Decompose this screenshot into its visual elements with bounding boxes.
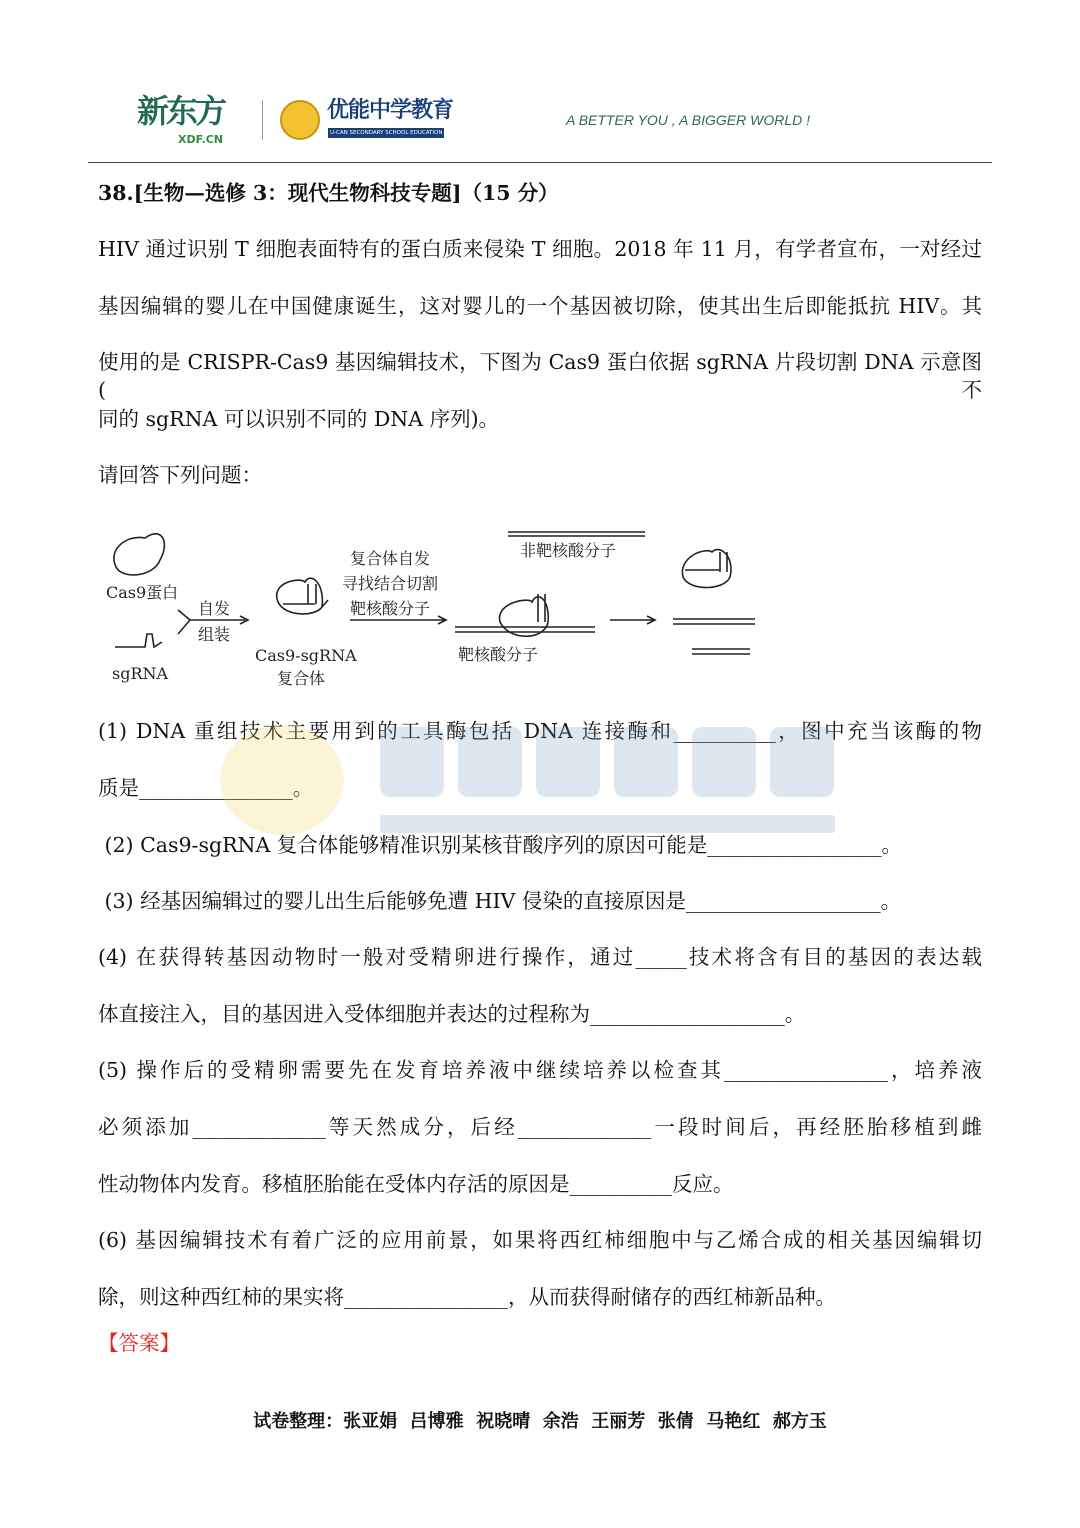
cas9-protein-shape: [114, 534, 165, 575]
complex-label-1: Cas9-sgRNA: [255, 646, 357, 665]
assemble-label-1: 自发: [198, 599, 231, 618]
prompt-line: 请回答下列问题：: [98, 463, 262, 487]
xdf-logo: 新东方: [137, 92, 225, 130]
result-arrow: [610, 616, 655, 624]
intro-line: 基因编辑的婴儿在中国健康诞生，这对婴儿的一个基因被切除，使其出生后即能抵抗 HIV。其: [98, 294, 982, 318]
question-1: (1) DNA 重组技术主要用到的工具酶包括 DNA 连接酶和__________，图中充当该酶的物: [98, 719, 982, 743]
step-label-1: 复合体自发: [350, 549, 431, 568]
complex-shape: [277, 578, 328, 614]
bound-complex-shape: [500, 594, 549, 636]
question-6: 除，则这种西红柿的果实将________________，从而获得耐储存的西红柿新品种。: [98, 1285, 836, 1309]
question-6: (6) 基因编辑技术有着广泛的应用前景，如果将西红柿细胞中与乙烯合成的相关基因编辑切: [98, 1228, 982, 1252]
non-target-label: 非靶核酸分子: [520, 541, 617, 560]
header-divider: [88, 162, 992, 163]
complex-label-2: 复合体: [277, 669, 326, 688]
intro-line: 使用的是 CRISPR-Cas9 基因编辑技术，下图为 Cas9 蛋白依据 sgRNA 片段切割 DNA 示意图(不: [98, 350, 982, 402]
ucan-logo: 优能中学教育: [327, 98, 454, 123]
xdf-logo-sub: XDF.CN: [178, 133, 223, 146]
question-4: (4) 在获得转基因动物时一般对受精卵进行操作，通过_____技术将含有目的基因的表达载: [98, 945, 982, 969]
logo-divider: [262, 100, 263, 140]
target-label: 靶核酸分子: [458, 645, 539, 664]
question-1: 质是_______________。: [98, 776, 314, 800]
question-5: (5) 操作后的受精卵需要先在发育培养液中继续培养以检查其________________，培养液: [98, 1058, 982, 1082]
ucan-logo-sub: U-CAN SECONDARY SCHOOL EDUCATION: [330, 130, 443, 136]
question-title: 38.[生物—选修 3：现代生物科技专题]（15 分）: [98, 181, 559, 205]
compilers-line: 试卷整理：张亚娟 吕博雅 祝晓晴 余浩 王丽芳 张倩 马艳红 郝方玉: [253, 1411, 827, 1432]
slogan: A BETTER YOU , A BIGGER WORLD !: [566, 112, 811, 128]
sgrna-label: sgRNA: [112, 664, 169, 683]
step-label-3: 靶核酸分子: [350, 599, 431, 618]
assemble-label-2: 组装: [198, 625, 231, 644]
released-complex-shape: [682, 550, 731, 588]
target-dna: [455, 627, 595, 632]
step-label-2: 寻找结合切割: [342, 574, 439, 593]
cas9-label: Cas9蛋白: [106, 583, 179, 602]
sgrna-shape: [115, 634, 162, 647]
question-4: 体直接注入，目的基因进入受体细胞并表达的过程称为___________________。: [98, 1002, 806, 1026]
question-5: 必须添加_____________等天然成分，后经_____________一段时间后，再经胚胎移植到雌: [98, 1115, 982, 1139]
ucan-logo-icon: [280, 100, 320, 140]
page-header: [0, 0, 1080, 165]
question-5: 性动物体内发育。移植胚胎能在受体内存活的原因是__________反应。: [98, 1172, 734, 1196]
question-2: (2) Cas9-sgRNA 复合体能够精准识别某核苷酸序列的原因可能是_________________。: [98, 833, 903, 857]
crispr-diagram: [100, 522, 780, 702]
answer-label: 【答案】: [98, 1331, 180, 1355]
intro-line: 同的 sgRNA 可以识别不同的 DNA 序列)。: [98, 407, 500, 431]
question-3: (3) 经基因编辑过的婴儿出生后能够免遭 HIV 侵染的直接原因是___________________。: [98, 889, 902, 913]
non-target-dna: [508, 532, 645, 536]
cut-dna-left: [673, 619, 755, 624]
cut-dna-right: [692, 649, 750, 654]
intro-line: HIV 通过识别 T 细胞表面特有的蛋白质来侵染 T 细胞。2018 年 11 月，有学者宣布，一对经过: [98, 237, 982, 261]
